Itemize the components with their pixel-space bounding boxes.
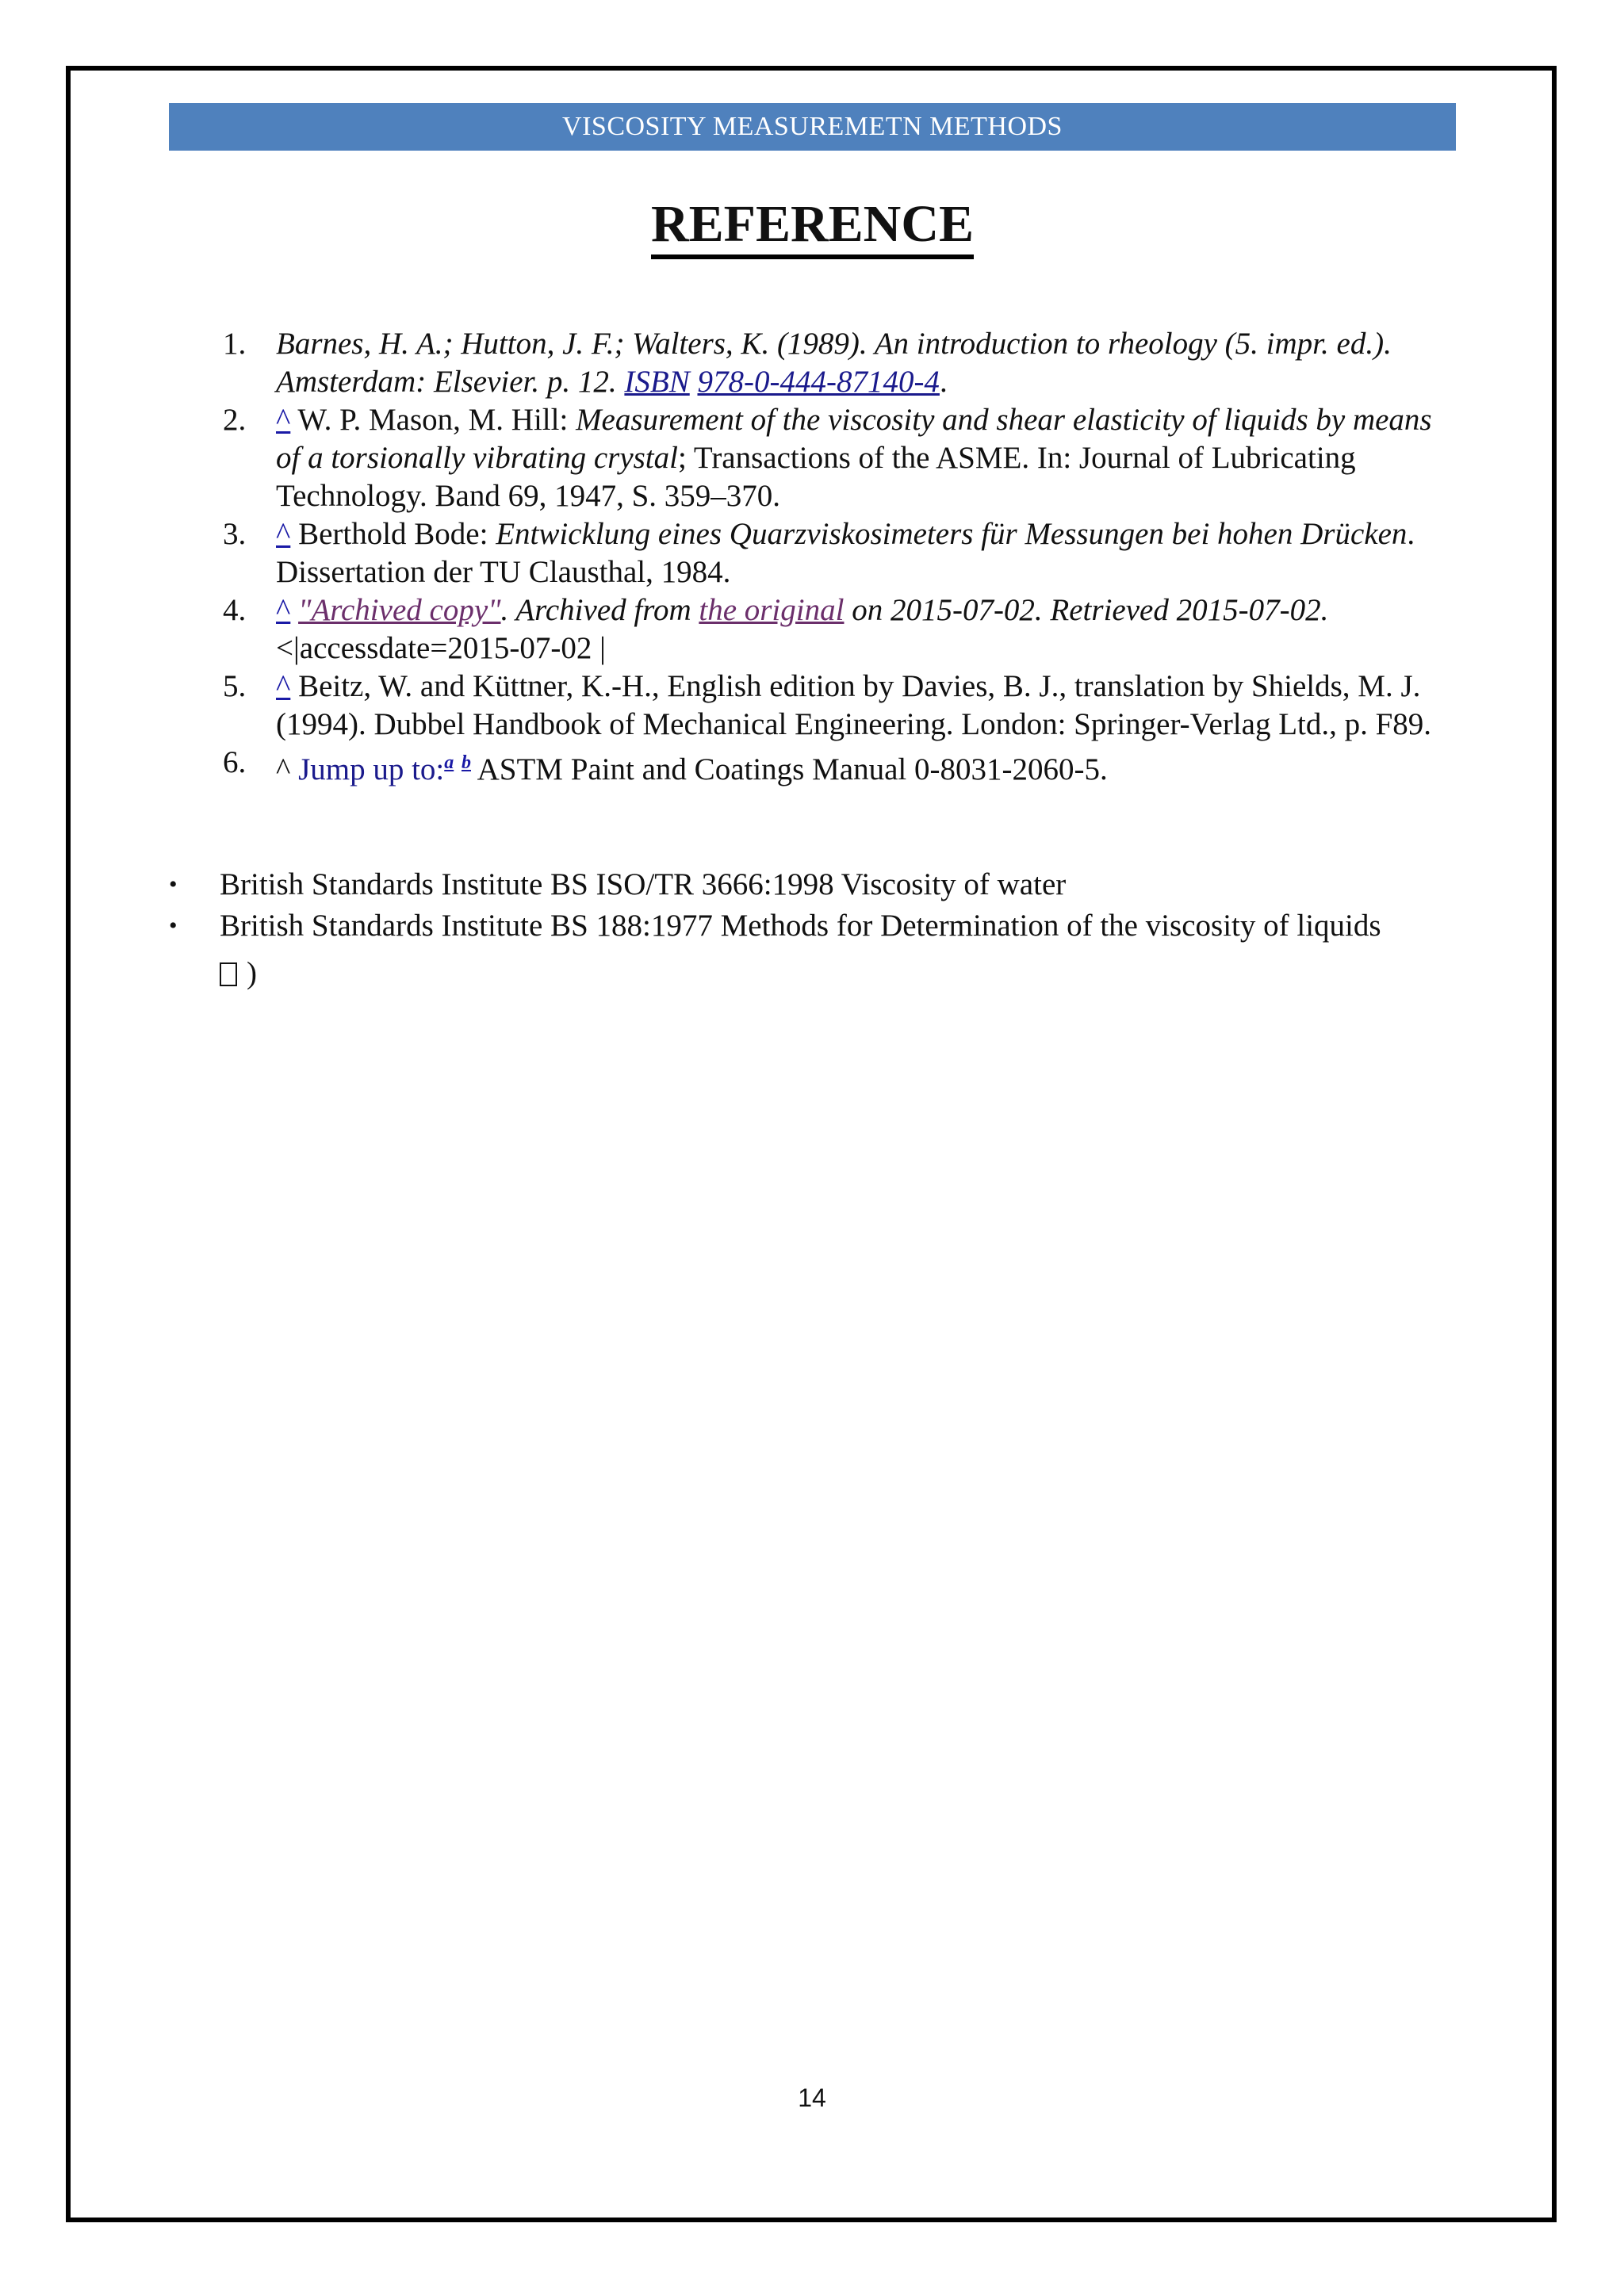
page-number: 14 — [798, 2084, 826, 2112]
backlink-caret[interactable]: ^ — [276, 517, 291, 551]
reference-item-6 — [209, 744, 1461, 789]
section-title-text: REFERENCE — [651, 195, 974, 259]
reference-text: Beitz, W. and Küttner, K.-H., English edition by Davies, B. J., translation by Shields, M. J. (1994). Dubbel Handbook of Mechanical Engineering. London: Springer-Verlag Ltd., p. F89. — [276, 669, 1432, 741]
bullet-text: British Standards Institute BS ISO/TR 3666:1998 Viscosity of water — [220, 867, 1067, 901]
reference-item-3 — [209, 515, 1461, 591]
reference-tail: on 2015-07-02. Retrieved 2015-07-02. — [844, 593, 1329, 627]
reference-title: Measurement of the viscosity and shear elasticity of liquids by means of a torsionally vibrating crystal — [276, 403, 1432, 475]
reference-item-4 — [209, 591, 1461, 668]
reference-item-5 — [209, 668, 1461, 744]
reference-end: . — [939, 365, 948, 399]
reference-number: 5. — [223, 669, 247, 703]
reference-number: 1. — [223, 327, 247, 361]
reference-text: ASTM Paint and Coatings Manual 0-8031-2060-5. — [471, 752, 1108, 786]
reference-rest: . Dissertation der TU Clausthal, 1984. — [276, 517, 1415, 589]
section-title — [169, 189, 1456, 260]
bullet-text: British Standards Institute BS 188:1977 Methods for Determination of the viscosity of liquids — [220, 909, 1381, 943]
reference-item-1 — [209, 325, 1461, 401]
bullet-item — [169, 864, 1469, 905]
archived-copy-link[interactable]: "Archived copy" — [298, 593, 501, 627]
caret-text: ^ — [276, 752, 299, 786]
backlink-caret[interactable]: ^ — [276, 403, 291, 437]
reference-mid: . Archived from — [500, 593, 699, 627]
running-header: VISCOSITY MEASUREMETN METHODS — [169, 103, 1456, 151]
reference-extra: <|accessdate=2015-07-02 | — [276, 631, 606, 665]
trailing-line — [220, 953, 257, 994]
bullet-dot-icon: • — [169, 913, 178, 939]
jump-up-label: Jump up to: — [298, 752, 445, 786]
bullet-item — [169, 905, 1469, 947]
missing-glyph-icon — [220, 962, 237, 986]
original-link[interactable]: the original — [699, 593, 845, 627]
isbn-number-link[interactable]: 978-0-444-87140-4 — [697, 365, 940, 399]
isbn-link[interactable]: ISBN — [624, 365, 690, 399]
reference-number: 3. — [223, 517, 247, 551]
backlink-caret[interactable]: ^ — [276, 669, 291, 703]
reference-title: Entwicklung eines Quarzviskosimeters für Messungen bei hohen Drücken — [496, 517, 1408, 551]
reference-authors: Berthold Bode: — [290, 517, 496, 551]
reference-number: 4. — [223, 593, 247, 627]
jump-link-a[interactable]: a — [444, 752, 454, 773]
bullet-list — [169, 864, 1469, 947]
backlink-caret[interactable]: ^ — [276, 593, 291, 627]
reference-rest: ; Transactions of the ASME. In: Journal of Lubricating Technology. Band 69, 1947, S. 359–370. — [276, 441, 1356, 513]
reference-list — [209, 325, 1461, 789]
trailing-text: ) — [247, 956, 257, 990]
reference-text: Barnes, H. A.; Hutton, J. F.; Walters, K. (1989). An introduction to rheology (5. impr. ed.). Amsterdam: Elsevier. p. 12. — [276, 327, 1392, 399]
jump-link-b[interactable]: b — [462, 752, 471, 773]
reference-number: 6. — [223, 745, 247, 779]
reference-item-2 — [209, 401, 1461, 515]
bullet-dot-icon: • — [169, 871, 178, 897]
reference-authors: W. P. Mason, M. Hill: — [290, 403, 576, 437]
reference-number: 2. — [223, 403, 247, 437]
